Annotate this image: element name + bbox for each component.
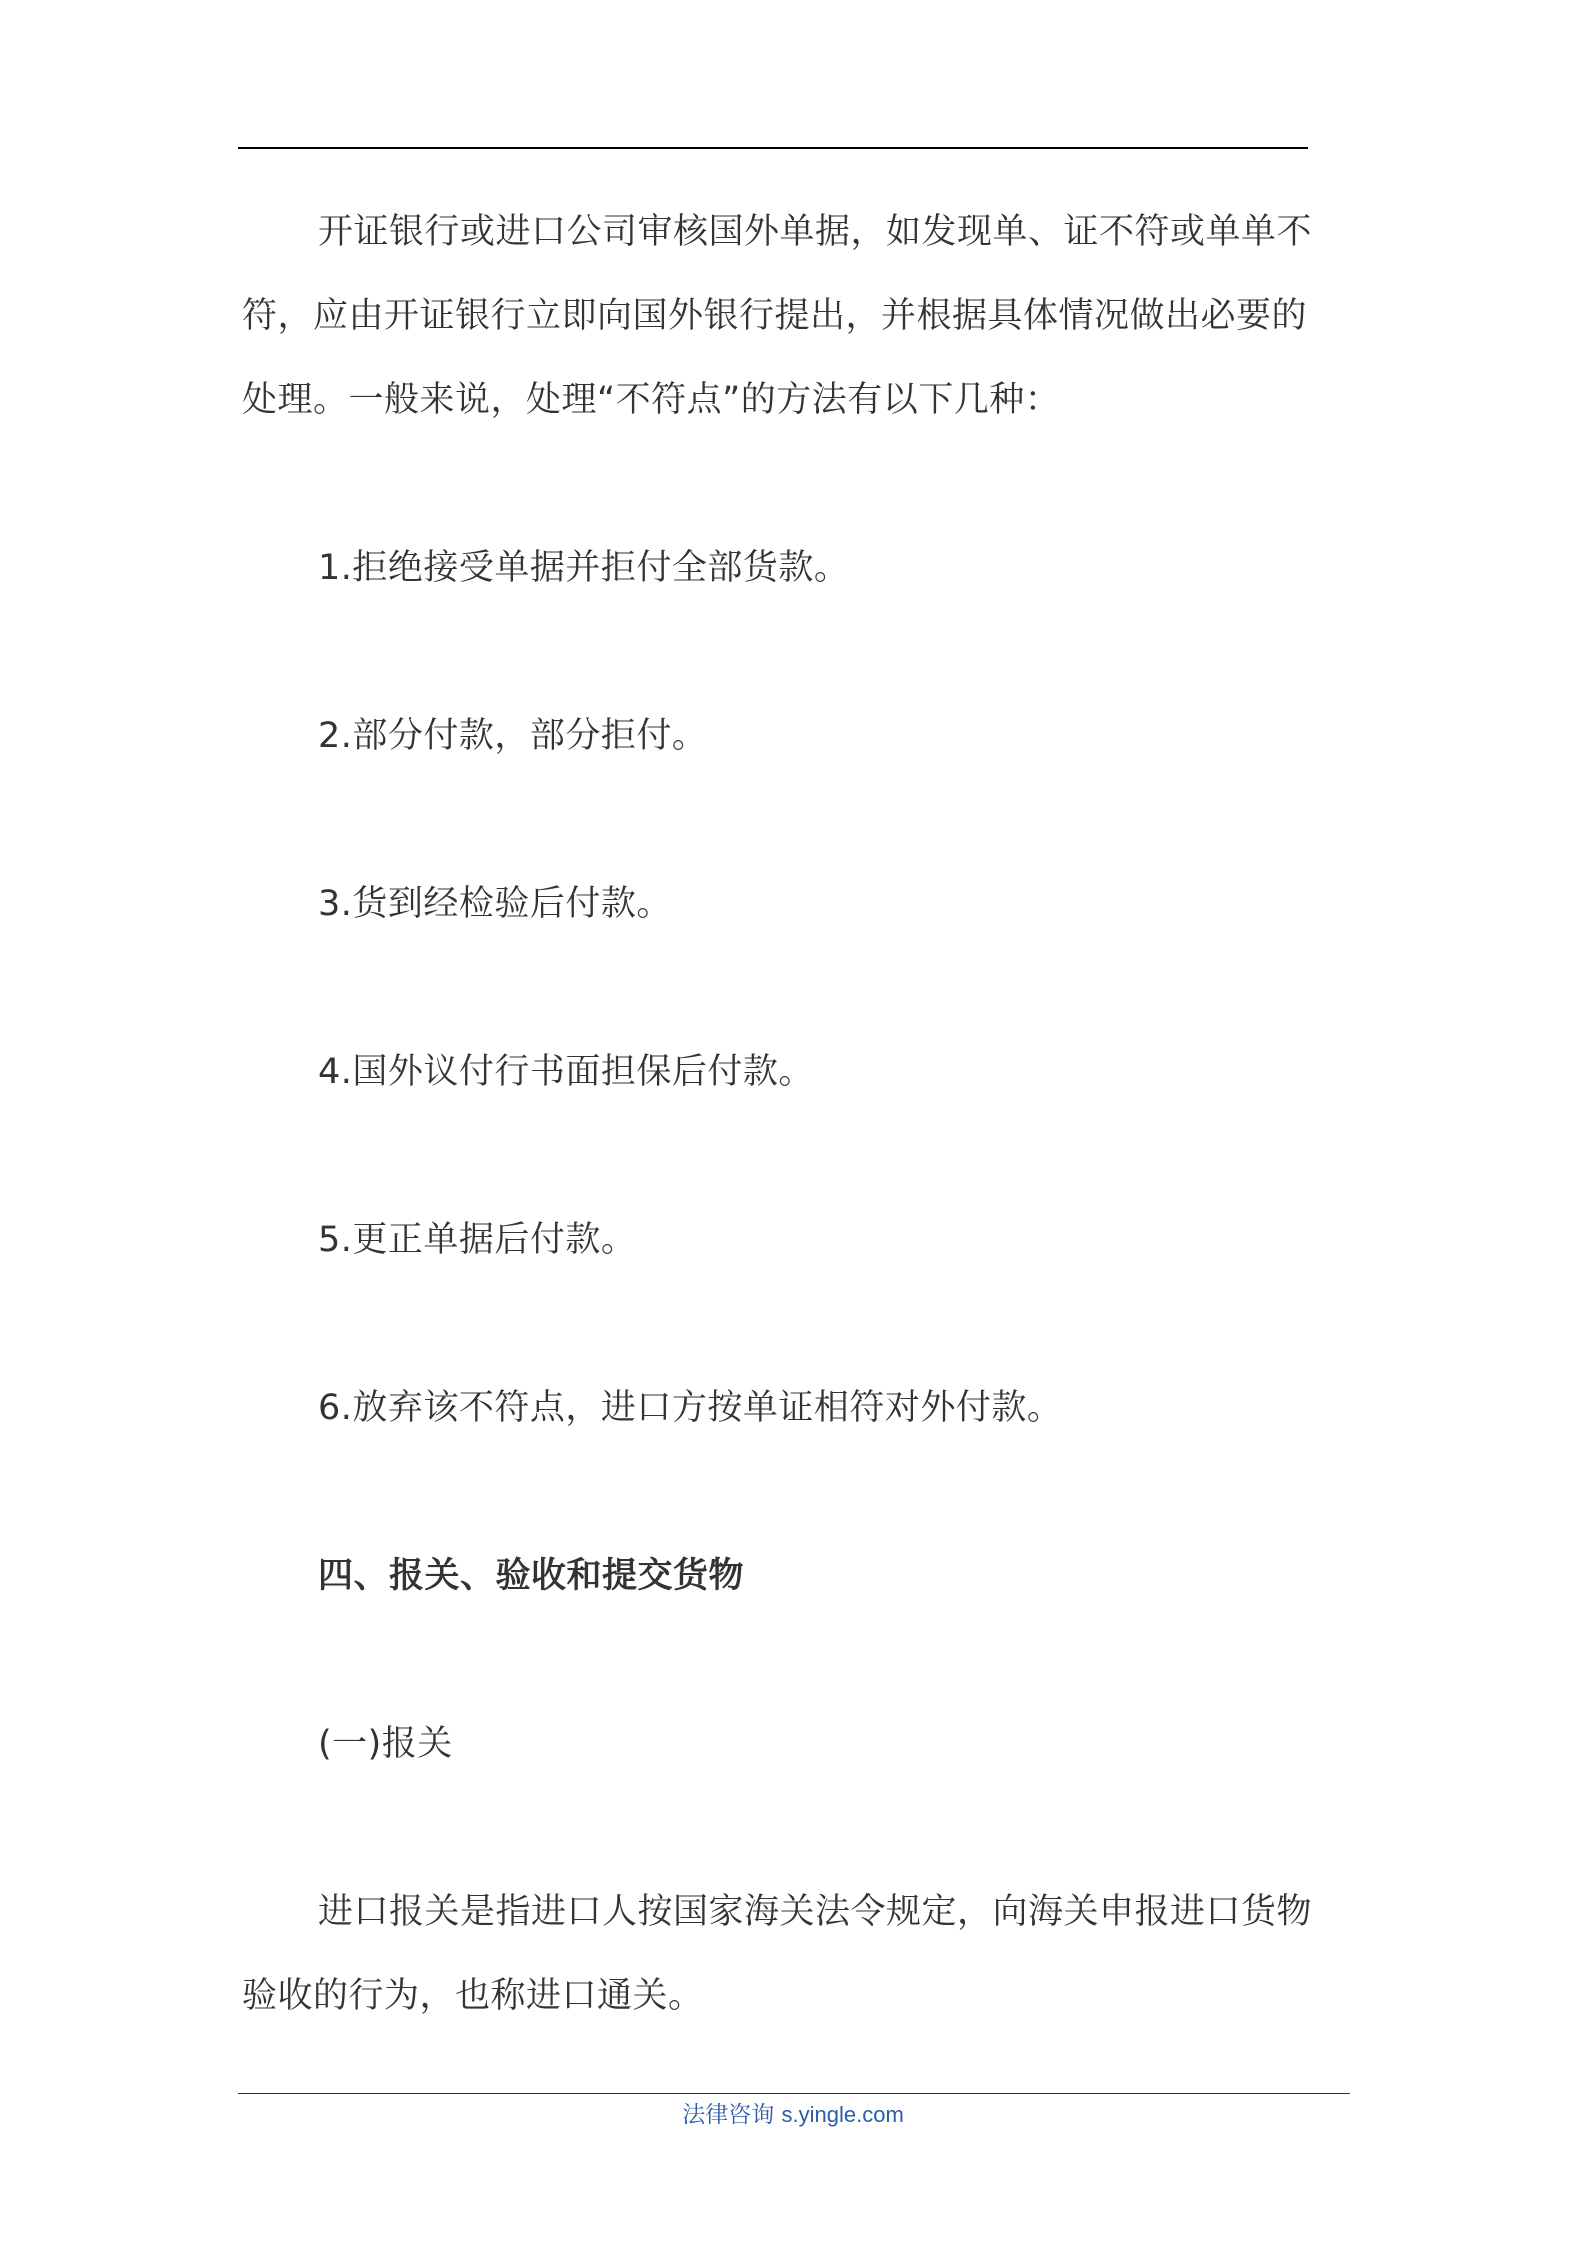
list-item-2: 2.部分付款，部分拒付。 <box>318 716 708 756</box>
list-item-6: 6.放弃该不符点，进口方按单证相符对外付款。 <box>318 1388 1063 1428</box>
document-body <box>242 190 1340 2038</box>
list-item-5: 5.更正单据后付款。 <box>318 1220 637 1260</box>
footer-link[interactable]: s.yingle.com <box>781 2102 904 2127</box>
list-item-1: 1.拒绝接受单据并拒付全部货款。 <box>318 548 850 588</box>
section-heading: 四、报关、验收和提交货物 <box>318 1556 745 1596</box>
page-footer <box>0 2099 1586 2131</box>
list-item-3: 3.货到经检验后付款。 <box>318 884 672 924</box>
footer-label: 法律咨询 <box>682 2102 775 2128</box>
list-item-4: 4.国外议付行书面担保后付款。 <box>318 1052 814 1092</box>
footer-divider <box>238 2093 1350 2094</box>
subsection-heading: (一)报关 <box>318 1724 453 1764</box>
customs-paragraph: 进口报关是指进口人按国家海关法令规定，向海关申报进口货物验收的行为，也称进口通关。 <box>242 1892 1313 2016</box>
intro-paragraph: 开证银行或进口公司审核国外单据，如发现单、证不符或单单不符，应由开证银行立即向国外银行提出，并根据具体情况做出必要的处理。一般来说，处理“不符点”的方法有以下几种： <box>242 212 1313 420</box>
header-divider <box>238 147 1308 149</box>
